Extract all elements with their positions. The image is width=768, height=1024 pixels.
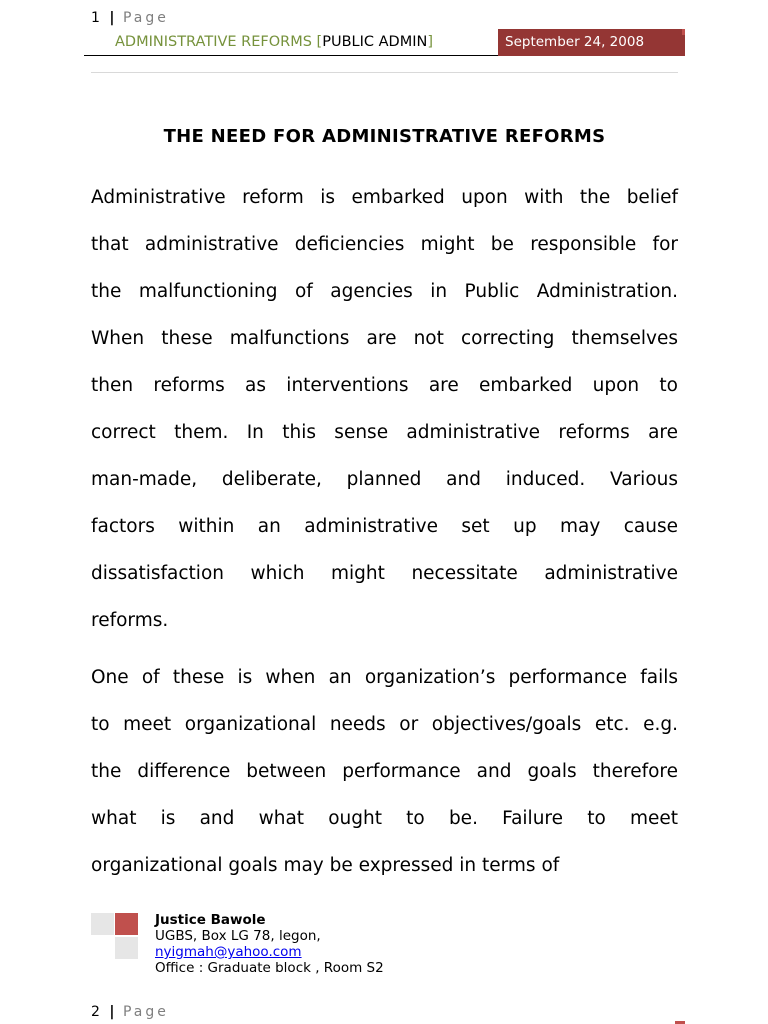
header-separator	[91, 72, 678, 73]
header-title-part1: ADMINISTRATIVE REFORMS [	[115, 34, 323, 50]
running-header	[84, 29, 685, 56]
paragraph-line: organizational goals may be expressed in terms of	[91, 855, 560, 876]
paragraph-line: factors within an administrative set up may cause	[91, 516, 678, 537]
author-name: Justice Bawole	[155, 912, 266, 928]
paragraph-line: the difference between performance and goals therefore	[91, 761, 678, 782]
paragraph-line: then reforms as interventions are embarked upon to	[91, 375, 678, 396]
paragraph-line: When these malfunctions are not correcting themselves	[91, 328, 678, 349]
paragraph-line: what is and what ought to be. Failure to meet	[91, 808, 678, 829]
page-label: Page	[122, 10, 169, 26]
header-date: September 24, 2008	[505, 34, 645, 50]
header-date-box	[498, 29, 685, 56]
paragraph-line: to meet organizational needs or objectives/goals etc. e.g.	[91, 714, 678, 735]
page-number: 2	[91, 1004, 101, 1020]
paragraph-line: man-made, deliberate, planned and induced. Various	[91, 469, 678, 490]
paragraph-line: Administrative reform is embarked upon with the belief	[91, 187, 678, 208]
author-office: Office : Graduate block , Room S2	[155, 960, 384, 976]
footer-square	[91, 913, 114, 935]
paragraph-line: correct them. In this sense administrative reforms are	[91, 422, 678, 443]
page-number-next	[91, 1004, 169, 1020]
page-separator: |	[109, 10, 116, 26]
paragraph-1	[91, 174, 678, 644]
author-email-link[interactable]: nyigmah@yahoo.com	[155, 944, 302, 960]
header-corner-mark	[682, 29, 685, 35]
page-separator: |	[109, 1004, 116, 1020]
header-title-part3: ]	[427, 34, 434, 50]
header-title-part2: PUBLIC ADMIN	[322, 34, 428, 50]
paragraph-line: dissatisfaction which might necessitate administrative	[91, 563, 678, 584]
page-number-top	[91, 10, 169, 26]
page-number: 1	[91, 10, 101, 26]
document-title: THE NEED FOR ADMINISTRATIVE REFORMS	[163, 126, 606, 147]
footer-square	[115, 913, 138, 935]
author-address: UGBS, Box LG 78, legon,	[155, 928, 321, 944]
footer-square	[115, 937, 138, 959]
page-label: Page	[122, 1004, 169, 1020]
paragraph-line: One of these is when an organization’s performance fails	[91, 667, 678, 688]
paragraph-line: reforms.	[91, 610, 169, 631]
paragraph-line: that administrative deficiencies might be responsible for	[91, 234, 678, 255]
paragraph-2	[91, 654, 678, 889]
header-rule	[84, 55, 498, 56]
paragraph-line: the malfunctioning of agencies in Public Administration.	[91, 281, 678, 302]
footer-logo-squares	[91, 913, 139, 959]
footer-contact	[155, 912, 384, 976]
header-title	[115, 34, 433, 50]
